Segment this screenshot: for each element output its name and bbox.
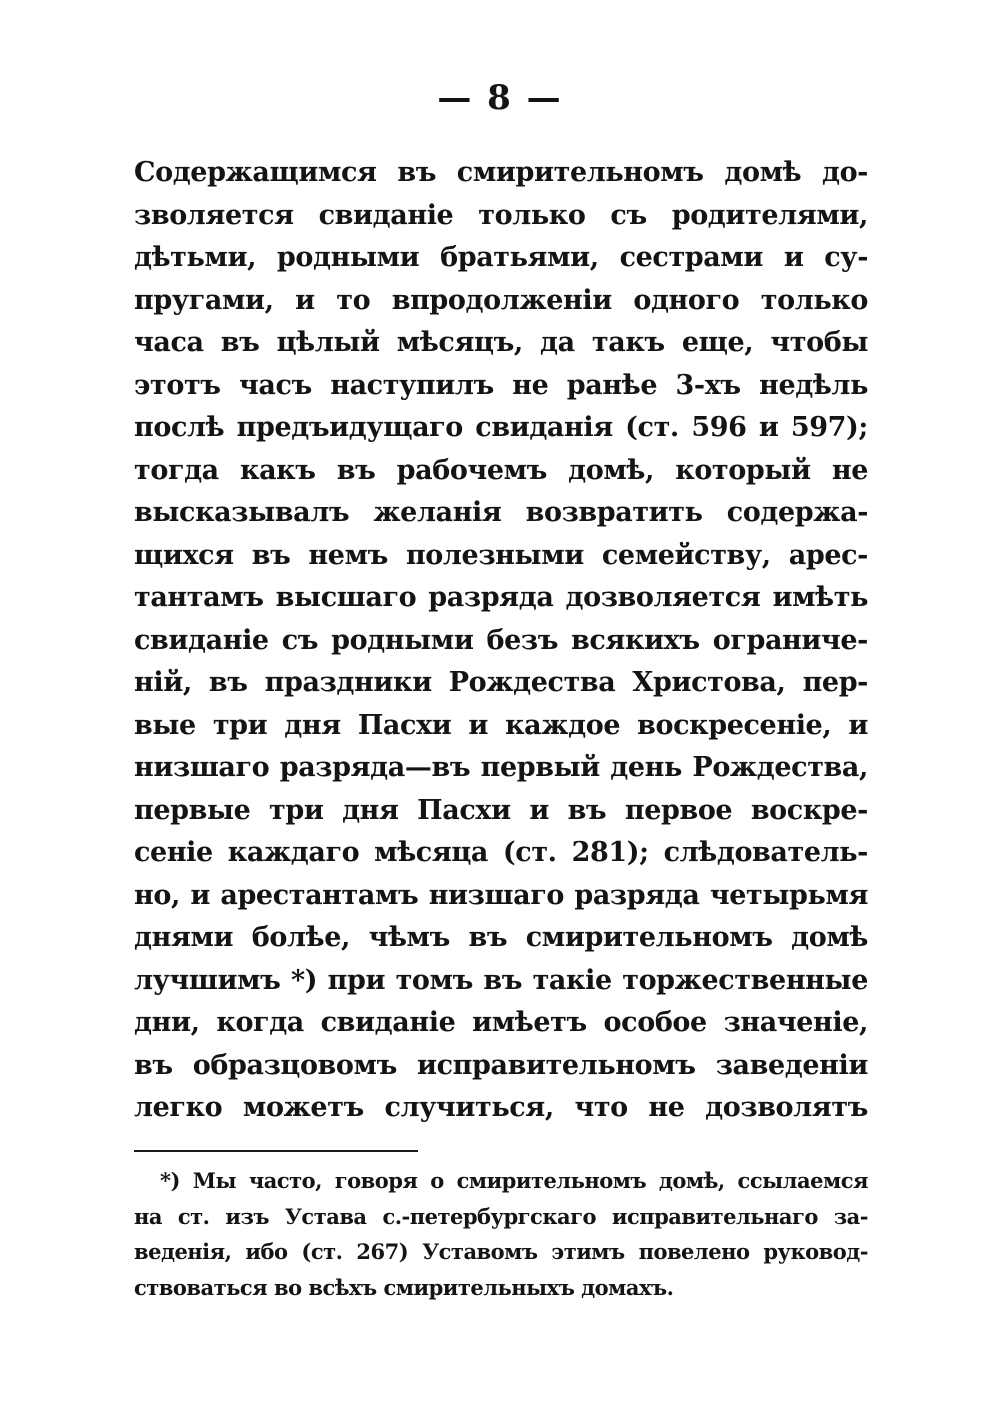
text-line: этотъ часъ наступилъ не ранѣе 3-хъ недѣль [134,369,868,401]
text-line: лучшимъ *) при томъ въ такіе торжественные [134,964,868,996]
text-line: свиданіе съ родными безъ всякихъ ограниче- [134,624,868,656]
text-line: послѣ предъидущаго свиданія (ст. 596 и 597); [134,412,868,443]
text-line: дѣтьми, родными братьями, сестрами и су- [134,242,868,273]
footnote-line: веденія, ибо (ст. 267) Уставомъ этимъ повелено руковод- [134,1239,868,1264]
text-line: зволяется свиданіе только съ родителями, [134,199,868,231]
text-line: ній, въ праздники Рождества Христова, пер- [134,667,868,698]
footnote-line: *) Мы часто, говоря о смирительномъ домѣ, ссылаемся [160,1168,868,1193]
text-line: высказывалъ желанія возвратить содержа- [134,497,868,528]
text-line: щихся въ немъ полезными семейству, арес- [134,539,868,571]
text-line: часа въ цѣлый мѣсяцъ, да такъ еще, чтобы [134,327,868,358]
text-line: низшаго разряда—въ первый день Рождества, [134,752,868,783]
text-line: но, и арестантамъ низшаго разряда четырьмя [134,879,868,911]
page-number: — 8 — [437,78,563,118]
text-line: тогда какъ въ рабочемъ домѣ, который не [134,454,868,486]
main-text-block [134,152,868,1130]
text-line: Содержащимся въ смирительномъ домѣ до- [134,157,868,188]
text-line: первые три дня Пасхи и въ первое воскре- [134,794,868,826]
text-line: сеніе каждаго мѣсяца (ст. 281); слѣдователь- [134,837,868,868]
text-line: тантамъ высшаго разряда дозволяется имѣть [134,582,868,613]
footnote-line: на ст. изъ Устава с.-петербургскаго исправительнаго за- [134,1203,868,1229]
text-line: пругами, и то впродолженіи одного только [134,284,868,316]
text-line: дни, когда свиданіе имѣетъ особое значеніе, [134,1007,868,1038]
footnote-divider [134,1150,418,1152]
footnote-block [134,1163,868,1305]
text-line: легко можетъ случиться, что не дозволятъ [134,1092,868,1123]
text-line: днями болѣе, чѣмъ въ смирительномъ домѣ [134,922,868,953]
text-line: въ образцовомъ исправительномъ заведеніи [134,1049,868,1081]
text-line: вые три дня Пасхи и каждое воскресеніе, и [134,709,868,741]
footnote-line: ствоваться во всѣхъ смирительныхъ домахъ. [134,1274,674,1300]
